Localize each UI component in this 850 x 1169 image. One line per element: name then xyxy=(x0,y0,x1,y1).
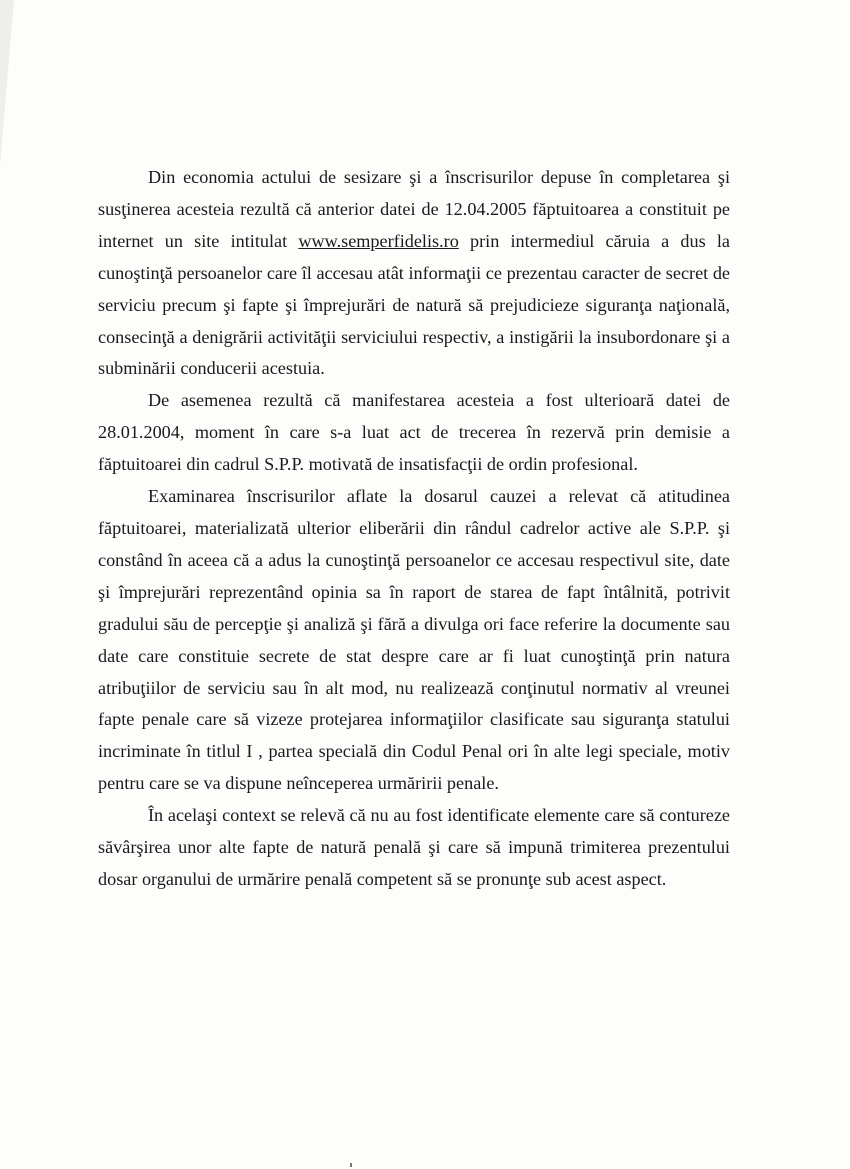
paragraph-4: În acelaşi context se relevă că nu au fost identificate elemente care să contureze săvârşirea unor alte fapte de natură penală şi care să impună trimiterea prezentului dosar organului de urmărire penală competent să se pronunţe sub acest aspect. xyxy=(98,805,730,889)
paragraph-1-text-end: prin intermediul căruia a dus la cunoştinţă persoanelor care îl accesau atât informaţii ce prezentau caracter de secret de serviciu precum şi fapte şi împrejurări de natură să prejudicieze siguranţa naţională, consecinţă a denigrării activităţii serviciului respectiv, a instigării la insubordonare şi a subminării conducerii acestuia. xyxy=(98,230,730,379)
paragraph-1-text-start: Din economia actului de sesizare şi a înscrisurilor depuse în completarea şi susţinerea acesteia rezultă că anterior datei de 12.04.2005 făptuitoarea a constituit pe internet un site intitulat xyxy=(98,167,730,251)
paragraph-1 xyxy=(98,162,730,385)
website-link[interactable]: www.semperfidelis.ro xyxy=(298,230,459,251)
paragraph-3: Examinarea înscrisurilor aflate la dosarul cauzei a relevat că atitudinea făptuitoarei, materializată ulterior eliberării din rândul cadrelor active ale S.P.P. şi constând în aceea că a adus la cunoştinţă persoanelor ce accesau respectivul site, date şi împrejurări reprezentând opinia sa în raport de starea de fapt întâlnită, potrivit gradului său de percepţie şi analiză şi fără a divulga ori face referire la documente sau date care constituie secrete de stat despre care ar fi luat cunoştinţă prin natura atribuţiilor de serviciu sau în alt mod, nu realizează conţinutul normativ al vreunei fapte penale care să vizeze protejarea informaţiilor clasificate sau siguranţa statului incriminate în titlul I , partea specială din Codul Penal ori în alte legi speciale, motiv pentru care se va dispune neînceperea urmăririi penale. xyxy=(98,486,730,794)
scan-speck xyxy=(350,1163,352,1167)
document-body xyxy=(98,162,730,896)
paragraph-2: De asemenea rezultă că manifestarea acesteia a fost ulterioară datei de 28.01.2004, moment în care s-a luat act de trecerea în rezervă prin demisie a făptuitoarei din cadrul S.P.P. motivată de insatisfacţii de ordin profesional. xyxy=(98,390,730,475)
page-corner-fold xyxy=(0,0,14,165)
